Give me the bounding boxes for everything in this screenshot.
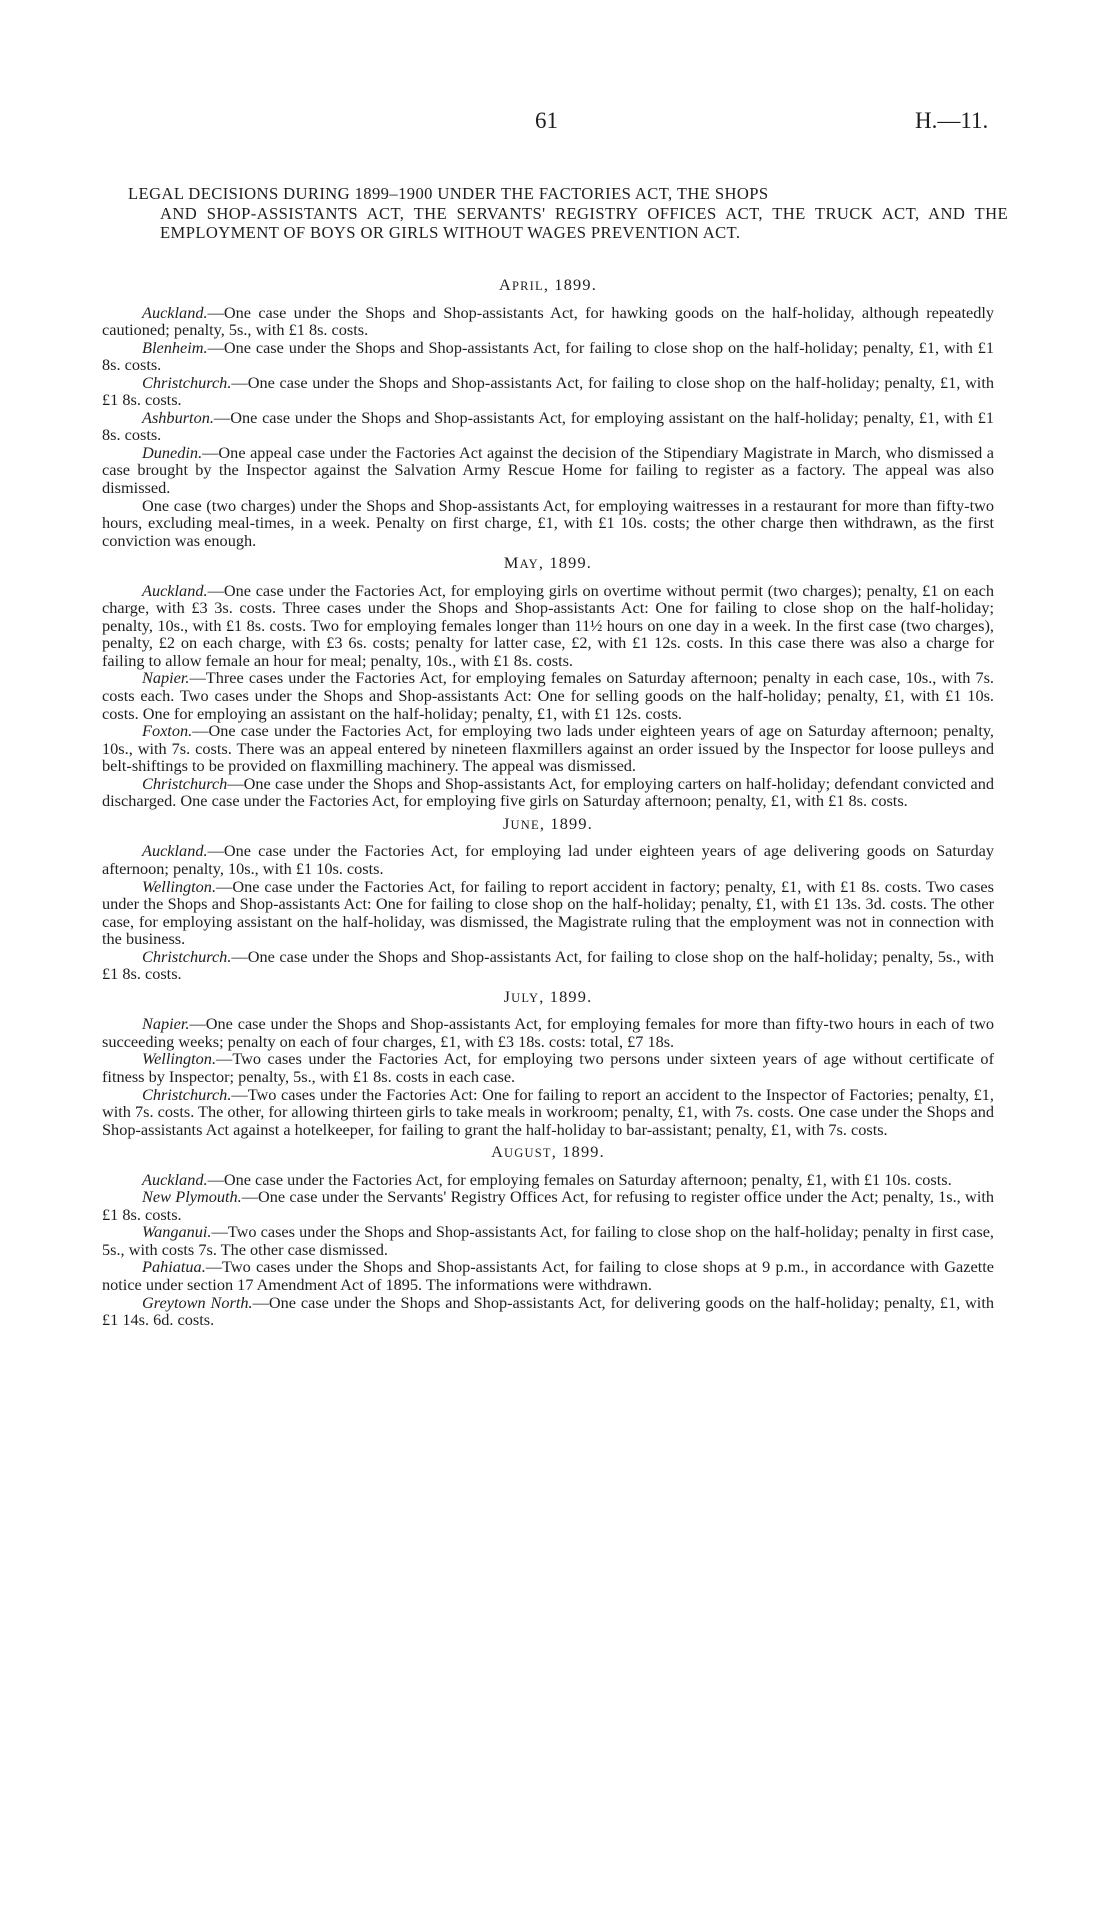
case-location: Christchurch. xyxy=(142,372,232,392)
case-entry xyxy=(102,1223,994,1258)
case-location: Christchurch. xyxy=(142,1084,232,1104)
case-location: Auckland. xyxy=(142,1169,208,1189)
case-text: —One case under the Shops and Shop-assistants Act, for delivering goods on the half-holiday; penalty, £1, with £1 14s. 6d. costs. xyxy=(102,1292,994,1330)
case-entry xyxy=(102,1294,994,1329)
month-heading-year: , 1899. xyxy=(539,986,593,1006)
case-text: —Two cases under the Shops and Shop-assistants Act, for failing to close shop on the half-holiday; penalty in first case, 5s., with costs 7s. The other case dismissed. xyxy=(102,1222,994,1259)
case-location: Blenheim. xyxy=(142,337,208,357)
case-entry xyxy=(102,1188,994,1223)
month-heading xyxy=(102,276,994,296)
case-text: —One case under the Factories Act, for employing females on Saturday afternoon; penalty, £1, with £1 10s. costs. xyxy=(207,1169,952,1189)
case-entry xyxy=(102,1015,994,1050)
month-heading-smallcaps: UNE xyxy=(510,817,540,832)
document-title xyxy=(128,184,1008,243)
month-heading-initial: J xyxy=(503,986,512,1006)
month-heading xyxy=(102,554,994,574)
case-entry xyxy=(102,582,994,670)
case-entry xyxy=(102,669,994,722)
case-location: Christchurch. xyxy=(142,946,232,966)
case-location: Auckland. xyxy=(142,302,208,322)
month-heading xyxy=(102,1143,994,1163)
series-code: H.—11. xyxy=(915,108,989,133)
case-text: —One case under the Shops and Shop-assistants Act, for hawking goods on the half-holiday, although repeatedly cautioned; penalty, 5s., with £1 8s. costs. xyxy=(102,302,994,340)
case-entry xyxy=(102,775,994,810)
case-location: Auckland. xyxy=(142,841,208,861)
month-heading-year: , 1899. xyxy=(538,553,593,573)
month-heading-smallcaps: ULY xyxy=(511,990,540,1005)
case-text: —One case under the Shops and Shop-assistants Act, for failing to close shop on the half-holiday; penalty, £1, with £1 8s. costs. xyxy=(102,337,994,375)
case-text: —Two cases under the Shops and Shop-assistants Act, for failing to close shops at 9 p.m., in accordance with Gazette notice under section 17 Amendment Act of 1895. The informations were withdrawn. xyxy=(102,1257,994,1294)
case-text: —One case under the Shops and Shop-assistants Act, for employing assistant on the half-holiday; penalty, £1, with £1 8s. costs. xyxy=(102,407,994,445)
case-location: Napier. xyxy=(142,1014,190,1034)
case-text: —One case under the Shops and Shop-assistants Act, for failing to close shop on the half-holiday; penalty, 5s., with £1 8s. costs. xyxy=(102,946,994,984)
case-location: Foxton. xyxy=(142,721,193,741)
case-entry xyxy=(102,339,994,374)
case-text: One case (two charges) under the Shops and Shop-assistants Act, for employing waitresses in a restaurant for more than fifty-two hours, excluding meal-times, in a week. Penalty on first charge, £1, with £1 10s. costs; the other charge then withdrawn, as the first conviction was enough. xyxy=(102,495,994,550)
month-heading-smallcaps: PRIL xyxy=(511,279,544,293)
case-text: —One case under the Shops and Shop-assistants Act, for employing females for more than fifty-two hours in each of two succeeding weeks; penalty on each of four charges, £1, with £3 18s. costs: total, £7 18s. xyxy=(102,1014,994,1051)
case-location: Pahiatua. xyxy=(142,1257,206,1277)
case-location: Wellington. xyxy=(142,876,217,896)
case-text: —One case under the Factories Act, for employing lad under eighteen years of age delivering goods on Saturday afternoon; penalty, 10s., with £1 10s. costs. xyxy=(102,841,994,878)
case-entry xyxy=(102,1050,994,1085)
case-entry xyxy=(102,1086,994,1139)
case-location: Napier. xyxy=(142,668,190,688)
month-heading-smallcaps: AY xyxy=(519,557,539,572)
month-heading-smallcaps: UGUST xyxy=(504,1146,552,1161)
month-heading-initial: A xyxy=(498,275,512,294)
case-entry xyxy=(102,444,994,497)
month-heading xyxy=(102,815,994,835)
month-heading-year: , 1899. xyxy=(539,813,594,833)
case-location: Wanganui. xyxy=(142,1222,212,1242)
month-heading-year: , 1899. xyxy=(551,1142,605,1162)
case-text: —Three cases under the Factories Act, for employing females on Saturday afternoon; penalty in each case, 10s., with 7s. costs each. Two cases under the Shops and Shop-assistants Act: One for selling goods on the half-holiday; penalty, £1, with £1 10s. costs. One for employing an assistant on the half-holiday; penalty, £1, with £1 12s. costs. xyxy=(102,668,994,723)
case-entry xyxy=(102,842,994,877)
document-body xyxy=(102,271,994,1329)
case-entry xyxy=(102,948,994,983)
month-heading-year: , 1899. xyxy=(543,275,598,294)
case-entry xyxy=(102,1171,994,1189)
document-title-line1: LEGAL DECISIONS DURING 1899–1900 UNDER THE FACTORIES ACT, THE SHOPS xyxy=(128,184,769,203)
case-entry xyxy=(102,304,994,339)
month-heading-initial: A xyxy=(491,1142,505,1162)
case-text: —One appeal case under the Factories Act against the decision of the Stipendiary Magistrate in March, who dismissed a case brought by the Inspector against the Salvation Army Rescue Home for failing to register as a factory. The appeal was also dismissed. xyxy=(102,442,994,498)
case-location: Wellington. xyxy=(142,1049,217,1069)
case-text: —Two cases under the Factories Act, for employing two persons under sixteen years of age without certificate of fitness by Inspector; penalty, 5s., with £1 8s. costs in each case. xyxy=(102,1049,994,1086)
case-location: Dunedin. xyxy=(142,442,203,462)
case-text: —One case under the Shops and Shop-assistants Act, for employing carters on half-holiday; defendant convicted and discharged. One case under the Factories Act, for employing five girls on Saturday afternoon; penalty, £1, with £1 8s. costs. xyxy=(102,773,994,811)
page-number: 61 xyxy=(535,108,558,133)
case-entry xyxy=(102,722,994,775)
case-text: —One case under the Factories Act, for failing to report accident in factory; penalty, £1, with £1 8s. costs. Two cases under the Shops and Shop-assistants Act: One for failing to close shop on the half-holiday; penalty, £1, with £1 13s. 3d. costs. The other case, for employing assistant on the half-holiday, was dismissed, the Magistrate ruling that the employment was not in connection with the business. xyxy=(102,876,994,949)
case-entry xyxy=(102,1258,994,1293)
case-text: —One case under the Shops and Shop-assistants Act, for failing to close shop on the half-holiday; penalty, £1, with £1 8s. costs. xyxy=(102,372,994,410)
case-location: Auckland. xyxy=(142,580,208,600)
case-location: New Plymouth. xyxy=(142,1187,242,1207)
month-heading xyxy=(102,988,994,1008)
case-location: Greytown North. xyxy=(142,1292,253,1312)
case-entry xyxy=(102,409,994,444)
case-text: —One case under the Factories Act, for employing two lads under eighteen years of age on Saturday afternoon; penalty, 10s., with 7s. costs. There was an appeal entered by nineteen flaxmillers against an order issued by the Inspector for loose pulleys and belt-shiftings to be provided on flaxmilling machinery. The appeal was dismissed. xyxy=(102,721,994,776)
case-text: —One case under the Servants' Registry Offices Act, for refusing to register office under the Act; penalty, 1s., with £1 8s. costs. xyxy=(102,1187,995,1224)
case-text: —Two cases under the Factories Act: One for failing to report an accident to the Inspector of Factories; penalty, £1, with 7s. costs. The other, for allowing thirteen girls to take meals in workroom; penalty, £1, with 7s. costs. One case under the Shops and Shop-assistants Act against a hotelkeeper, for failing to grant the half-holiday to bar-assistant; penalty, £1, with 7s. costs. xyxy=(102,1084,994,1139)
case-location: Christchurch xyxy=(142,773,228,793)
case-entry xyxy=(102,374,994,409)
month-heading-initial: J xyxy=(502,813,511,833)
case-location: Ashburton. xyxy=(142,407,214,427)
month-heading-initial: M xyxy=(503,553,520,573)
case-text: —One case under the Factories Act, for employing girls on overtime without permit (two charges); penalty, £1 on each charge, with £3 3s. costs. Three cases under the Shops and Shop-assistants Act: One for failing to close shop on the half-holiday; penalty, 10s., with £1 8s. costs. Two for employing females longer than 11½ hours on one day in a week. In the first case (two charges), penalty, £2 on each charge, with £3 6s. costs; penalty for latter case, £2, with £1 12s. costs. In this case there was also a charge for failing to allow female an hour for meal; penalty, 10s., with £1 8s. costs. xyxy=(102,580,994,670)
document-title-continuation: AND SHOP-ASSISTANTS ACT, THE SERVANTS' REGISTRY OFFICES ACT, THE TRUCK ACT, AND THE EMPLOYMENT OF BOYS OR GIRLS WITHOUT WAGES PREVENTION ACT. xyxy=(160,203,1008,242)
case-entry xyxy=(102,878,994,948)
case-entry xyxy=(102,497,994,550)
